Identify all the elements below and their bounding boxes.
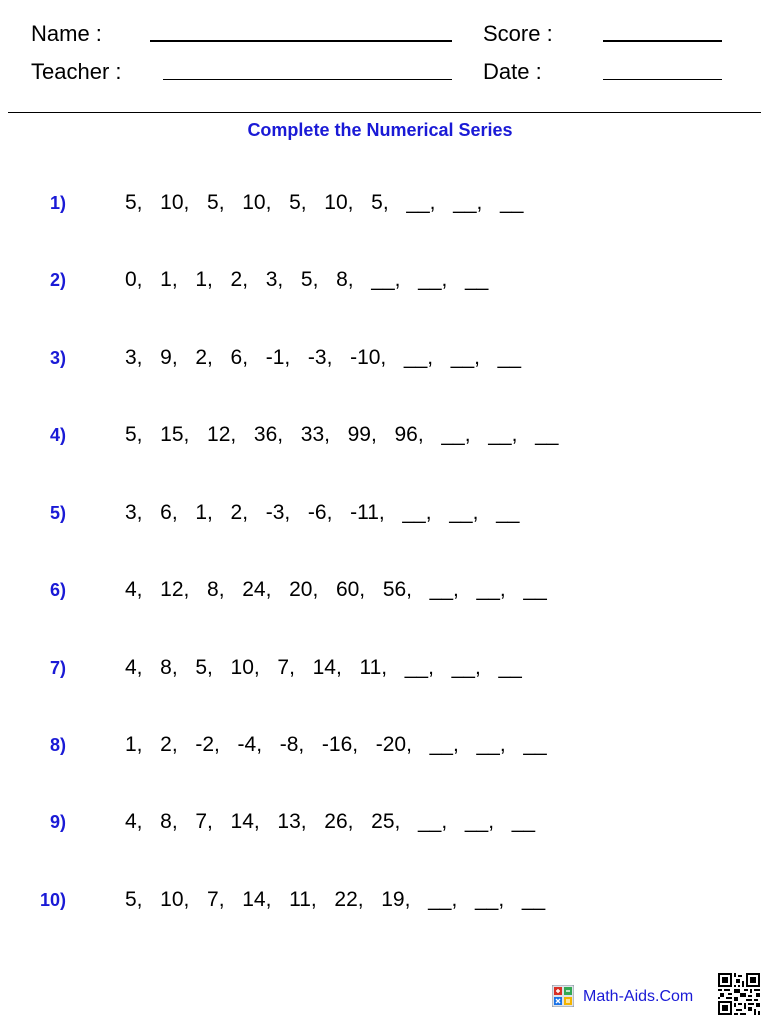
qr-code-icon	[718, 973, 760, 1015]
problem-sequence: 4, 12, 8, 24, 20, 60, 56, __, __, __	[125, 578, 547, 601]
problem-number: 7)	[49, 658, 66, 678]
name-label: Name :	[31, 21, 102, 46]
problem-sequence: 3, 6, 1, 2, -3, -6, -11, __, __, __	[125, 501, 520, 524]
problem-sequence: 3, 9, 2, 6, -1, -3, -10, __, __, __	[125, 346, 522, 369]
problem-number: 9)	[49, 812, 66, 832]
problem-number: 8)	[49, 735, 66, 755]
name-field[interactable]	[150, 40, 452, 42]
problem-item	[0, 267, 740, 293]
problem-sequence: 4, 8, 5, 10, 7, 14, 11, __, __, __	[125, 656, 522, 679]
worksheet-title: Complete the Numerical Series	[247, 120, 513, 140]
header-divider	[8, 112, 761, 113]
problem-sequence: 1, 2, -2, -4, -8, -16, -20, __, __, __	[125, 733, 547, 756]
problem-item	[0, 655, 740, 681]
date-label: Date :	[483, 59, 542, 84]
problem-item	[0, 809, 740, 835]
problem-item	[0, 345, 740, 371]
problem-number: 2)	[49, 270, 66, 290]
problem-number: 1)	[49, 193, 66, 213]
score-label: Score :	[483, 21, 553, 46]
teacher-label: Teacher :	[31, 59, 122, 84]
problem-item	[0, 577, 740, 603]
problem-item	[0, 887, 740, 913]
problem-item	[0, 422, 740, 448]
problem-sequence: 5, 15, 12, 36, 33, 99, 96, __, __, __	[125, 423, 559, 446]
date-field[interactable]	[603, 79, 722, 80]
problem-sequence: 0, 1, 1, 2, 3, 5, 8, __, __, __	[125, 268, 489, 291]
problem-item	[0, 732, 740, 758]
problem-number: 6)	[49, 580, 66, 600]
problem-number: 10)	[39, 890, 66, 910]
score-field[interactable]	[603, 40, 722, 42]
problem-sequence: 4, 8, 7, 14, 13, 26, 25, __, __, __	[125, 810, 536, 833]
problem-item	[0, 190, 740, 216]
problem-sequence: 5, 10, 7, 14, 11, 22, 19, __, __, __	[125, 888, 546, 911]
problem-number: 5)	[49, 503, 66, 523]
teacher-field[interactable]	[163, 79, 452, 80]
problem-number: 4)	[49, 425, 66, 445]
footer-site-link[interactable]: Math-Aids.Com	[583, 988, 694, 1005]
calculator-icon	[552, 985, 574, 1007]
problem-number: 3)	[49, 348, 66, 368]
problem-sequence: 5, 10, 5, 10, 5, 10, 5, __, __, __	[125, 191, 524, 214]
problem-item	[0, 500, 740, 526]
